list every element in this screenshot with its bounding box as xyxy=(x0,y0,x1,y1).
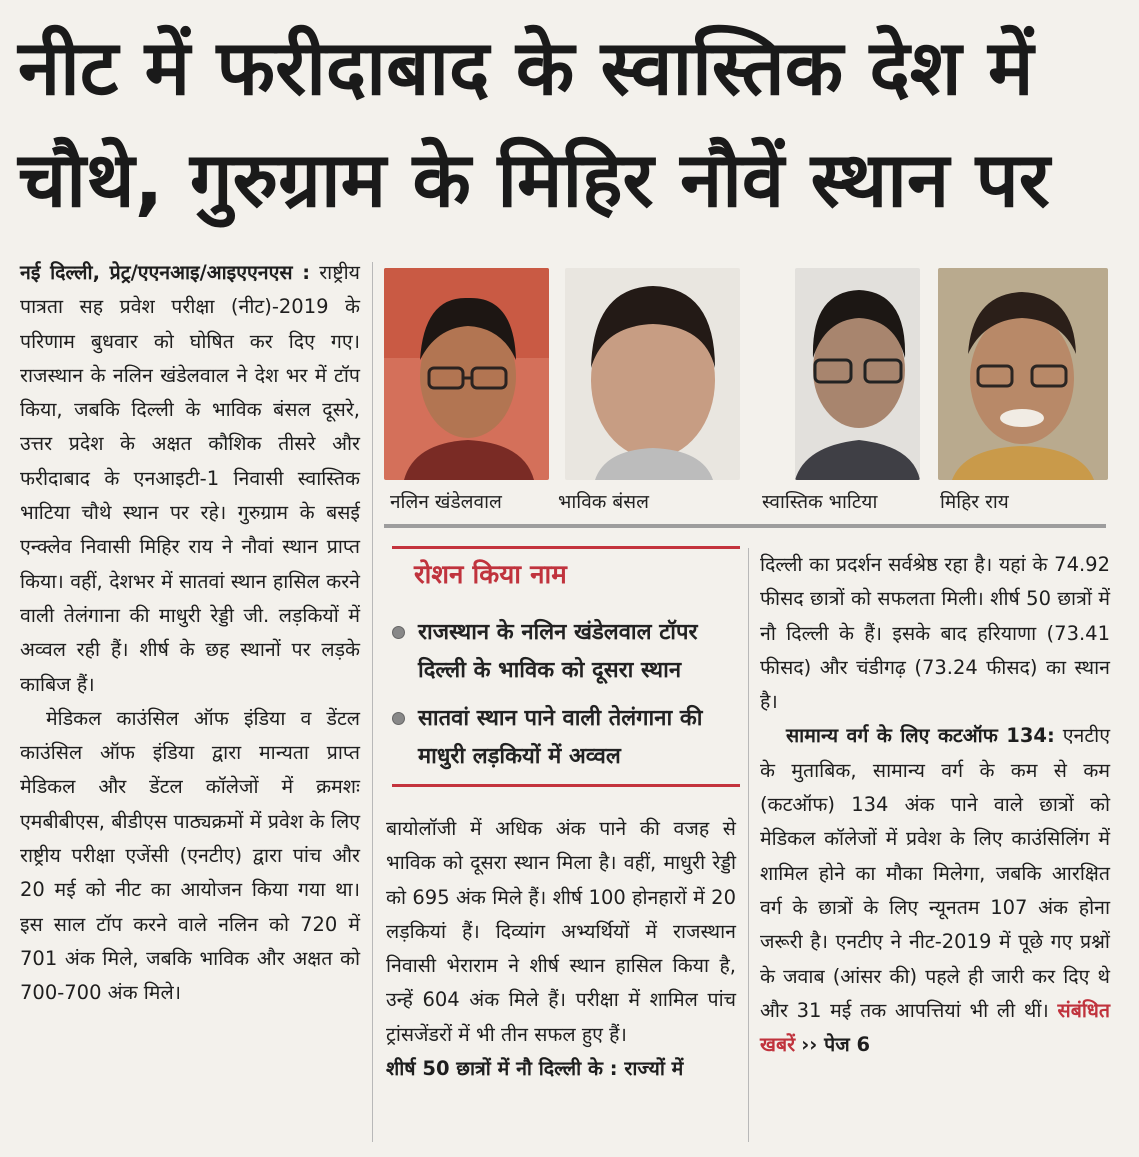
column-divider-1 xyxy=(372,262,373,1142)
bullet-dot-icon xyxy=(392,712,405,725)
article-column-1 xyxy=(20,256,360,1011)
highlight-box-top-rule xyxy=(392,546,740,549)
caption-nalin: नलिन खंडेलवाल xyxy=(390,491,502,513)
bullet-dot-icon xyxy=(392,626,405,639)
photo-swastik-bhatia xyxy=(795,268,920,480)
column2-subhead: शीर्ष 50 छात्रों में नौ दिल्ली के : राज्यों में xyxy=(386,1057,684,1081)
highlight-box-title: रोशन किया नाम xyxy=(414,560,567,590)
caption-swastik: स्वास्तिक भाटिया xyxy=(762,491,878,513)
photo-nalin-khandelwal xyxy=(384,268,549,480)
article-column-2 xyxy=(386,812,736,1086)
column1-paragraph-2: मेडिकल काउंसिल ऑफ इंडिया व डेंटल काउंसिल ऑफ इंडिया द्वारा मान्यता प्राप्त मेडिकल और डेंटल कॉलेजों में क्रमशः एमबीबीएस, बीडीएस पाठ्यक्रमों में प्रवेश के लिए राष्ट्रीय परीक्षा एजेंसी (एनटीए) द्वारा पांच और 20 मई को नीट का आयोजन किया गया था। इस साल टॉप करने वाले नलिन को 720 में 701 अंक मिले, जबकि भाविक और अक्षत को 700-700 अंक मिले। xyxy=(20,706,360,1005)
column2-paragraph-1: बायोलॉजी में अधिक अंक पाने की वजह से भाविक को दूसरा स्थान मिला है। वहीं, माधुरी रेड्डी को 695 अंक मिले हैं। शीर्ष 100 होनहारों में 20 लड़कियां हैं। दिव्यांग अभ्यर्थियों में राजस्थान निवासी भेराराम ने शीर्ष स्थान हासिल किया है, उन्हें 604 अंक मिले हैं। परीक्षा में शामिल पांच ट्रांसजेंडरों में भी तीन सफल हुए हैं। xyxy=(386,817,736,1046)
related-news-link[interactable]: संबंधित खबरें xyxy=(760,998,1110,1057)
column3-subhead: सामान्य वर्ग के लिए कटऑफ 134: xyxy=(786,724,1055,748)
headline-line-1: नीट में फरीदाबाद के स्वास्तिक देश में xyxy=(18,23,1034,112)
photo-mihir-rai xyxy=(938,268,1108,480)
column1-paragraph-1: राष्ट्रीय पात्रता सह प्रवेश परीक्षा (नीट)-2019 के परिणाम बुधवार को घोषित कर दिए गए। राजस्थान के नलिन खंडेलवाल ने देश भर में टॉप किया, जबकि दिल्ली के भाविक बंसल दूसरे, उत्तर प्रदेश के अक्षत कौशिक तीसरे और फरीदाबाद के एनआइटी-1 निवासी स्वास्तिक भाटिया चौथे स्थान पर रहे। गुरुग्राम के बसई एन्क्लेव निवासी मिहिर राय ने नौवां स्थान प्राप्त किया। वहीं, देशभर में सातवां स्थान हासिल करने वाली तेलंगाना की माधुरी रेड्डी जी. लड़कियों में अव्वल रही हैं। शीर्ष के छह स्थानों पर लड़के काबिज हैं। xyxy=(20,261,360,696)
caption-bhavik: भाविक बंसल xyxy=(558,491,649,513)
headline-line-2: चौथे, गुरुग्राम के मिहिर नौवें स्थान पर xyxy=(18,135,1050,224)
photo-bhavik-bansal xyxy=(565,268,740,480)
related-page-number: ›› पेज 6 xyxy=(801,1033,871,1057)
highlight-bullet-2: सातवां स्थान पाने वाली तेलंगाना की माधुरी लड़कियों में अव्वल xyxy=(392,700,742,776)
photo-divider-rule xyxy=(384,524,1106,528)
dateline: नई दिल्ली, प्रेट्र/एएनआइ/आइएएनएस : xyxy=(20,261,311,284)
highlight-box-bottom-rule xyxy=(392,784,740,787)
caption-mihir: मिहिर राय xyxy=(940,491,1009,513)
highlight-bullet-1: राजस्थान के नलिन खंडेलवाल टॉपर दिल्ली के भाविक को दूसरा स्थान xyxy=(392,614,742,690)
column3-paragraph-2: एनटीए के मुताबिक, सामान्य वर्ग के कम से कम (कटऑफ) 134 अंक पाने वाले छात्रों को मेडिकल कॉलेजों में प्रवेश के लिए काउंसिलिंग में शामिल होने का मौका मिलेगा, जबकि आरक्षित वर्ग के छात्रों के लिए न्यूनतम 107 अंक होना जरूरी है। एनटीए ने नीट-2019 में पूछे गए प्रश्नों के जवाब (आंसर की) पहले ही जारी कर दिए थे और 31 मई तक आपत्तियां भी ली थीं। xyxy=(760,724,1110,1022)
column3-paragraph-1: दिल्ली का प्रदर्शन सर्वश्रेष्ठ रहा है। यहां के 74.92 फीसद छात्रों को सफलता मिली। शीर्ष 50 छात्रों में नौ दिल्ली के हैं। इसके बाद हरियाणा (73.41 फीसद) और चंडीगढ़ (73.24 फीसद) का स्थान है। xyxy=(760,553,1110,714)
column-divider-2 xyxy=(748,548,749,1142)
article-column-3 xyxy=(760,548,1110,1062)
